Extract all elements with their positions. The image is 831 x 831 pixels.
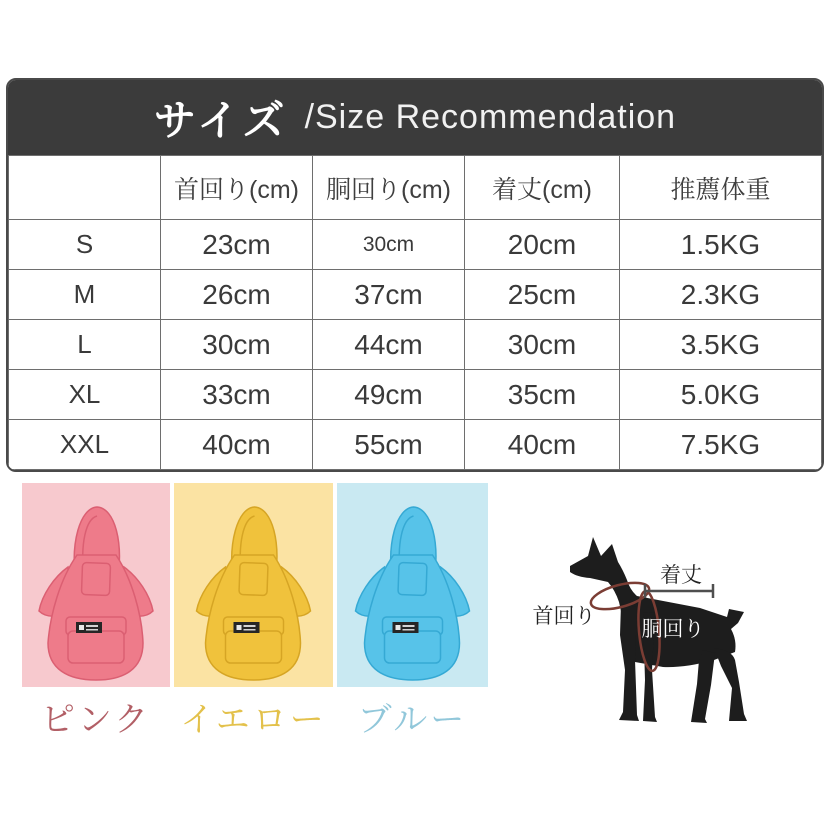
raincoat-pink-graphic [22, 483, 170, 687]
cell-size: XL [9, 370, 161, 420]
dog-diagram-graphic [515, 520, 825, 738]
col-header-length: 着丈(cm) [465, 156, 620, 220]
cell-size: L [9, 320, 161, 370]
cell-neck: 30cm [161, 320, 313, 370]
cell-length: 30cm [465, 320, 620, 370]
cell-weight: 7.5KG [620, 420, 822, 470]
cell-neck: 40cm [161, 420, 313, 470]
swatch-yellow [174, 483, 333, 687]
swatch-pink [22, 483, 170, 687]
cell-length: 20cm [465, 220, 620, 270]
cell-length: 25cm [465, 270, 620, 320]
table-header-row [9, 156, 822, 220]
cell-weight: 1.5KG [620, 220, 822, 270]
title-japanese: サイズ [153, 98, 289, 145]
cell-girth: 55cm [313, 420, 465, 470]
swatch-label-blue: ブルー [357, 700, 468, 739]
cell-size: XXL [9, 420, 161, 470]
coat-pocket [68, 631, 124, 663]
coat-chin-flap [81, 563, 110, 596]
col-header-weight: 推薦体重 [620, 156, 822, 220]
size-row-m [9, 270, 822, 320]
cell-weight: 2.3KG [620, 270, 822, 320]
coat-pocket [385, 631, 441, 663]
size-row-xxl [9, 420, 822, 470]
size-row-l [9, 320, 822, 370]
swatch-label-yellow: イエロー [180, 700, 327, 739]
label-length: 着丈 [660, 564, 702, 587]
title-english: /Size Recommendation [304, 98, 677, 136]
swatch-blue [337, 483, 488, 687]
cell-weight: 5.0KG [620, 370, 822, 420]
cell-neck: 26cm [161, 270, 313, 320]
size-row-s [9, 220, 822, 270]
size-panel [6, 78, 824, 472]
coat-chin-flap [398, 563, 427, 596]
cell-girth: 49cm [313, 370, 465, 420]
size-table [8, 155, 822, 470]
cell-size: S [9, 220, 161, 270]
cell-neck: 33cm [161, 370, 313, 420]
raincoat-blue-graphic [337, 483, 488, 687]
cell-neck: 23cm [161, 220, 313, 270]
cell-size: M [9, 270, 161, 320]
cell-girth: 37cm [313, 270, 465, 320]
cell-length: 40cm [465, 420, 620, 470]
cell-girth: 30cm [313, 220, 465, 270]
cell-girth: 44cm [313, 320, 465, 370]
dog-measurement-diagram [515, 520, 825, 738]
coat-pocket [226, 631, 282, 663]
label-neck: 首回り [532, 605, 596, 628]
size-chart-header [8, 80, 822, 155]
raincoat-yellow-graphic [174, 483, 333, 687]
coat-chin-flap [239, 563, 268, 596]
label-girth: 胴回り [641, 618, 705, 641]
size-row-xl [9, 370, 822, 420]
swatch-label-pink: ピンク [40, 700, 152, 739]
col-header-girth: 胴回り(cm) [313, 156, 465, 220]
cell-weight: 3.5KG [620, 320, 822, 370]
col-header-size [9, 156, 161, 220]
cell-length: 35cm [465, 370, 620, 420]
col-header-neck: 首回り(cm) [161, 156, 313, 220]
